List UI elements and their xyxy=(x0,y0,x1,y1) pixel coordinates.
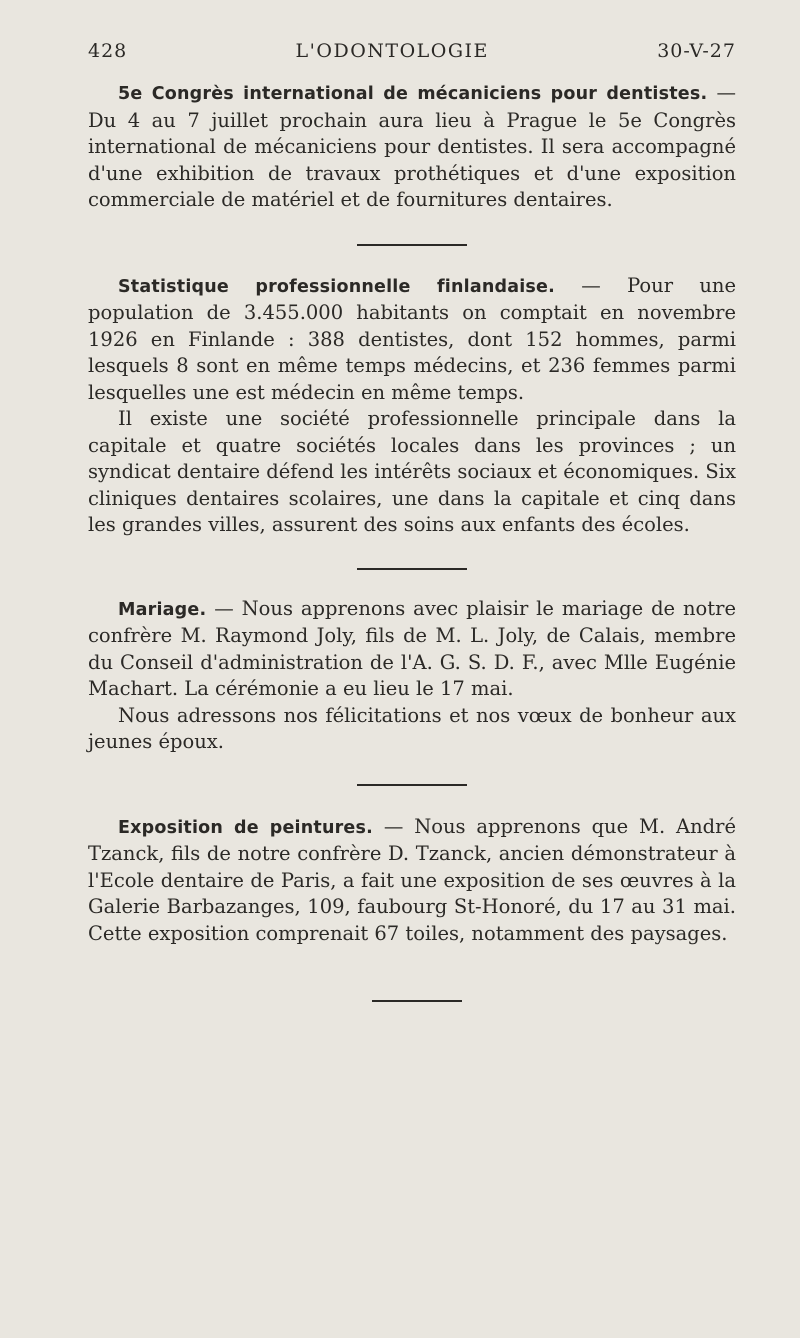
article-text: — Nous apprenons que M. André Tzanck, fils de notre confrère D. Tzanck, ancien démonstrateur à l'Ecole dentaire de Paris, a fait une exposition de ses œuvres à la Galerie Barbazanges, 109, faubourg St-Honoré, du 17 au 31 mai. Cette exposition comprenait 67 toiles, notamment des paysages. xyxy=(88,814,736,945)
article-text: — Pour une population de 3.455.000 habitants on comptait en novembre 1926 en Finlande : 388 dentistes, dont 152 hommes, parmi lesquels 8 sont en même temps médecins, et 236 femmes parmi lesquelles une est médecin en même temps. xyxy=(88,273,736,404)
article-text: — Du 4 au 7 juillet prochain aura lieu à Prague le 5e Congrès international de mécaniciens pour dentistes. Il sera accompagné d'une exhibition de travaux prothétiques et d'une exposition commerciale de matériel et de fournitures dentaires. xyxy=(88,81,737,211)
section-divider xyxy=(357,568,467,570)
article-exposition xyxy=(88,814,736,948)
article-mariage xyxy=(88,596,736,756)
article-statistique xyxy=(88,273,736,539)
journal-title: L'ODONTOLOGIE xyxy=(295,40,489,62)
article-paragraph xyxy=(88,80,736,214)
article-heading: Exposition de peintures. xyxy=(118,817,373,838)
article-paragraph: Il existe une société professionnelle principale dans la capitale et quatre sociétés locales dans les provinces ; un syndicat dentaire défend les intérêts sociaux et économiques. Six cliniques dentaires scolaires, une dans la capitale et cinq dans les grandes villes, assurent des soins aux enfants des écoles. xyxy=(88,407,736,536)
article-paragraph xyxy=(88,814,736,948)
article-paragraph xyxy=(88,273,736,407)
end-divider xyxy=(372,1000,462,1002)
article-paragraph xyxy=(88,596,736,703)
article-heading: 5e Congrès international de mécaniciens pour dentistes. xyxy=(118,84,708,104)
article-paragraph: Nous adressons nos félicitations et nos vœux de bonheur aux jeunes époux. xyxy=(88,703,736,753)
running-head xyxy=(88,40,736,68)
article-congres xyxy=(88,80,736,214)
section-divider xyxy=(357,244,467,246)
article-text: — Nous apprenons avec plaisir le mariage de notre confrère M. Raymond Joly, fils de M. L. Joly, de Calais, membre du Conseil d'administration de l'A. G. S. D. F., avec Mlle Eugénie Machart. La cérémonie a eu lieu le 17 mai. xyxy=(88,596,736,700)
page-number: 428 xyxy=(88,40,128,62)
article-heading: Mariage. xyxy=(118,599,207,620)
section-divider xyxy=(357,784,467,786)
issue-date: 30-V-27 xyxy=(657,40,736,62)
article-heading: Statistique professionnelle finlandaise. xyxy=(118,276,555,297)
